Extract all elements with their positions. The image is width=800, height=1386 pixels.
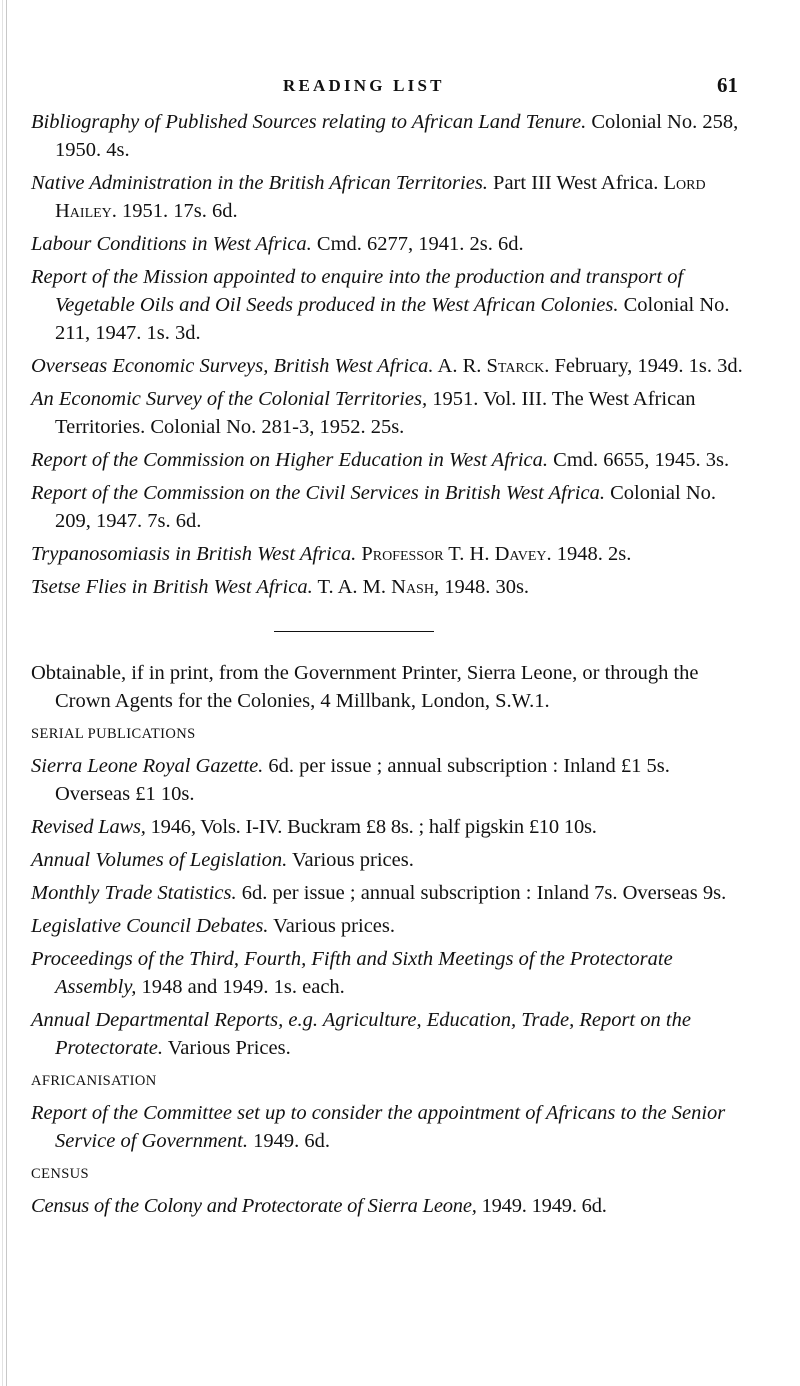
- list-item: Annual Volumes of Legislation. Various prices.: [31, 849, 414, 871]
- section-divider: [274, 631, 434, 632]
- page-header: [0, 73, 800, 106]
- reading-list: [31, 108, 743, 1225]
- list-item: Report of the Commission on Higher Education in West Africa. Cmd. 6655, 1945. 3s.: [31, 449, 730, 471]
- running-head: READING LIST: [283, 76, 445, 95]
- list-item: Revised Laws, 1946, Vols. I-IV. Buckram £8 8s. ; half pigskin £10 10s.: [31, 816, 597, 838]
- list-item: Trypanosomiasis in British West Africa. Professor T. H. Davey. 1948. 2s.: [31, 543, 632, 565]
- list-item: An Economic Survey of the Colonial Territories, 1951. Vol. III. The West African Territories. Colonial No. 281-3, 1952. 25s.: [31, 388, 696, 438]
- list-item: Proceedings of the Third, Fourth, Fifth and Sixth Meetings of the Protectorate Assembly, 1948 and 1949. 1s. each.: [31, 948, 673, 998]
- section-heading-serial: SERIAL PUBLICATIONS: [31, 726, 196, 742]
- list-item: Report of the Committee set up to consider the appointment of Africans to the Senior Service of Government. 1949. 6d.: [31, 1102, 726, 1152]
- availability-notice: Obtainable, if in print, from the Government Printer, Sierra Leone, or through the Crown Agents for the Colonies, 4 Millbank, London, S.W.1.: [31, 662, 699, 712]
- scan-edge-line: [2, 0, 3, 1386]
- page-number: 61: [717, 73, 738, 97]
- list-item: Tsetse Flies in British West Africa. T. A. M. Nash, 1948. 30s.: [31, 576, 530, 598]
- list-item: Legislative Council Debates. Various prices.: [31, 915, 396, 937]
- list-item: Report of the Commission on the Civil Services in British West Africa. Colonial No. 209, 1947. 7s. 6d.: [31, 482, 717, 532]
- list-item: Native Administration in the British African Territories. Part III West Africa. Lord Hailey. 1951. 17s. 6d.: [31, 172, 706, 222]
- section-heading-census: CENSUS: [31, 1166, 89, 1182]
- list-item: Report of the Mission appointed to enquire into the production and transport of Vegetable Oils and Oil Seeds produced in the West African Colonies. Colonial No. 211, 1947. 1s. 3d.: [31, 266, 730, 344]
- list-item: Annual Departmental Reports, e.g. Agriculture, Education, Trade, Report on the Protectorate. Various Prices.: [31, 1009, 691, 1059]
- list-item: Census of the Colony and Protectorate of Sierra Leone, 1949. 1949. 6d.: [31, 1195, 607, 1217]
- section-heading-africanisation: AFRICANISATION: [31, 1073, 157, 1089]
- list-item: Bibliography of Published Sources relating to African Land Tenure. Colonial No. 258, 1950. 4s.: [31, 111, 739, 161]
- scan-edge-line: [6, 0, 7, 1386]
- list-item: Monthly Trade Statistics. 6d. per issue ; annual subscription : Inland 7s. Overseas 9s.: [31, 882, 727, 904]
- list-item: Overseas Economic Surveys, British West Africa. A. R. Starck. February, 1949. 1s. 3d.: [31, 355, 743, 377]
- list-item: Sierra Leone Royal Gazette. 6d. per issue ; annual subscription : Inland £1 5s. Overseas £1 10s.: [31, 755, 670, 805]
- list-item: Labour Conditions in West Africa. Cmd. 6277, 1941. 2s. 6d.: [31, 233, 524, 255]
